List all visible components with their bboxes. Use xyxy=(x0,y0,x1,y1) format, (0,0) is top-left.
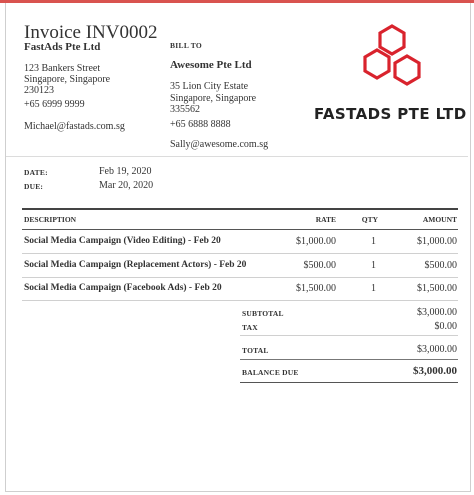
table-header-rule xyxy=(22,229,458,230)
row-description: Social Media Campaign (Replacement Actors) - Feb 20 xyxy=(24,260,247,270)
logo-hexagon-top xyxy=(380,26,404,54)
tax-label: TAX xyxy=(242,323,258,332)
row-rate: $1,000.00 xyxy=(296,236,336,247)
recipient-name: Awesome Pte Ltd xyxy=(170,59,252,71)
balance-rule xyxy=(240,382,458,383)
row-description: Social Media Campaign (Video Editing) - Feb 20 xyxy=(24,236,221,246)
header-divider xyxy=(6,156,468,157)
column-header-description: DESCRIPTION xyxy=(24,215,77,224)
row-description: Social Media Campaign (Facebook Ads) - Feb 20 xyxy=(24,283,222,293)
recipient-address-line3: 335562 xyxy=(170,104,200,115)
column-header-amount: AMOUNT xyxy=(422,215,457,224)
balance-due-label: BALANCE DUE xyxy=(242,368,299,377)
row-qty: 1 xyxy=(371,236,376,247)
invoice-title: Invoice INV0002 xyxy=(24,22,158,43)
row-qty: 1 xyxy=(371,260,376,271)
tax-divider xyxy=(240,335,458,336)
sender-name: FastAds Pte Ltd xyxy=(24,41,101,53)
logo-hexagon-left xyxy=(365,50,389,78)
recipient-address-line1: 35 Lion City Estate xyxy=(170,81,249,92)
tax-value: $0.00 xyxy=(434,321,457,332)
bill-to-label: BILL TO xyxy=(170,41,203,50)
date-label: DATE: xyxy=(24,168,48,177)
sender-address-line1: 123 Bankers Street xyxy=(24,63,101,74)
total-divider xyxy=(240,359,458,360)
company-logo xyxy=(352,22,432,100)
sender-email: Michael@fastads.com.sg xyxy=(24,121,125,132)
subtotal-value: $3,000.00 xyxy=(417,307,457,318)
balance-due-value: $3,000.00 xyxy=(413,365,457,377)
subtotal-label: SUBTOTAL xyxy=(242,309,284,318)
date-value: Feb 19, 2020 xyxy=(99,166,152,177)
due-label: DUE: xyxy=(24,182,44,191)
sender-address-line2: Singapore, Singapore xyxy=(24,74,111,85)
row-amount: $1,000.00 xyxy=(417,236,457,247)
row-qty: 1 xyxy=(371,283,376,294)
due-value: Mar 20, 2020 xyxy=(99,180,154,191)
recipient-address-line2: Singapore, Singapore xyxy=(170,93,257,104)
recipient-phone: +65 6888 8888 xyxy=(170,119,231,130)
brand-name: FASTADS PTE LTD xyxy=(314,105,467,123)
row-amount: $500.00 xyxy=(424,260,457,271)
column-header-rate: RATE xyxy=(315,215,336,224)
total-label: TOTAL xyxy=(242,346,269,355)
row-rate: $500.00 xyxy=(303,260,336,271)
table-top-rule xyxy=(22,208,458,210)
recipient-email: Sally@awesome.com.sg xyxy=(170,139,269,150)
row-amount: $1,500.00 xyxy=(417,283,457,294)
column-header-qty: QTY xyxy=(361,215,378,224)
row-rate: $1,500.00 xyxy=(296,283,336,294)
logo-hexagon-right xyxy=(395,56,419,84)
row-divider xyxy=(22,277,458,278)
total-value: $3,000.00 xyxy=(417,344,457,355)
sender-phone: +65 6999 9999 xyxy=(24,99,85,110)
row-divider xyxy=(22,300,458,301)
row-divider xyxy=(22,253,458,254)
sender-address-line3: 230123 xyxy=(24,85,54,96)
